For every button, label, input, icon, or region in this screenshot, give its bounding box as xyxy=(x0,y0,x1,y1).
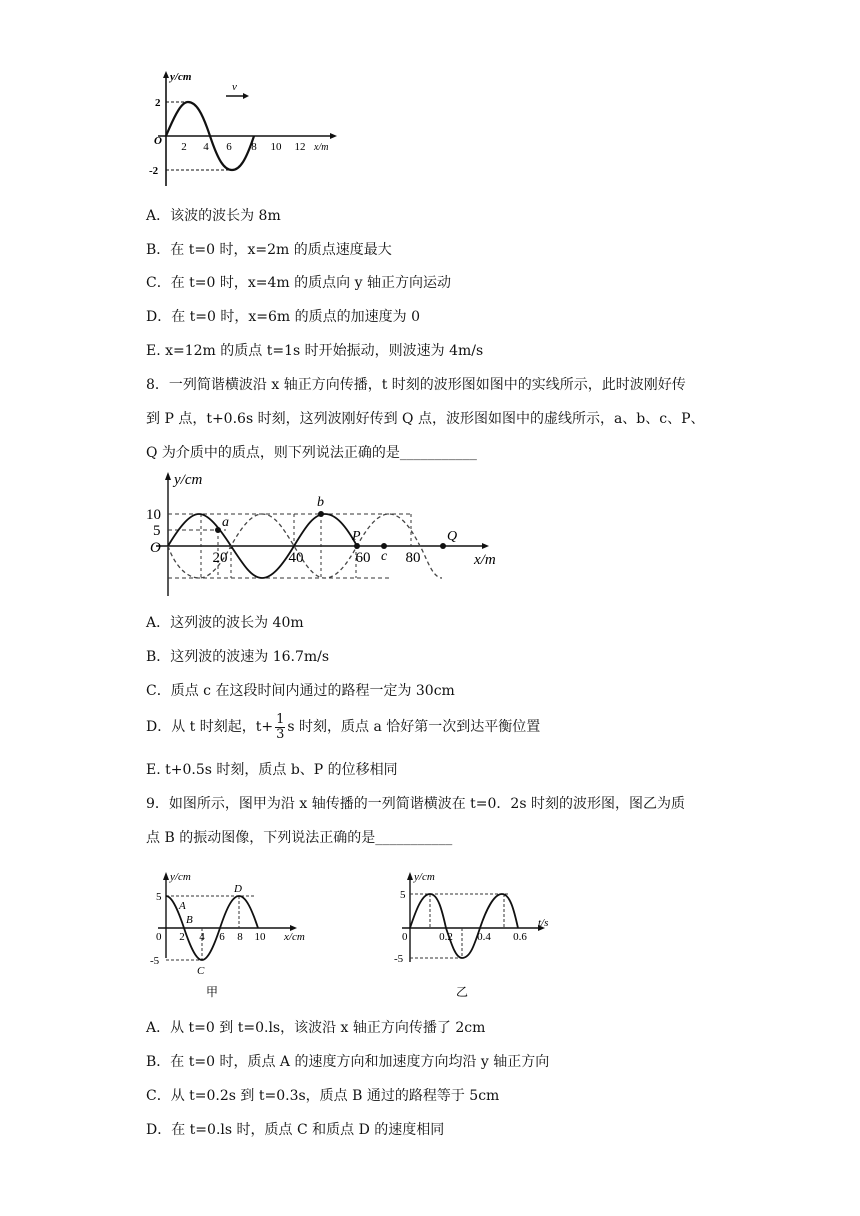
point-p-label: P xyxy=(352,529,361,544)
y-axis-label: y/cm xyxy=(174,472,203,488)
x-tick: 6 xyxy=(219,931,225,943)
q9-option-d: D．在 t=0.ls 时，质点 C 和质点 D 的速度相同 xyxy=(146,1122,445,1138)
point-c-label: C xyxy=(197,965,205,977)
q8-stem-line: 8．一列简谐横波沿 x 轴正方向传播，t 时刻的波形图如图中的实线所示，此时波刚好传 xyxy=(146,377,686,393)
y-tick-min: -2 xyxy=(149,165,159,177)
x-tick: 80 xyxy=(405,550,421,566)
point-a-label: a xyxy=(222,515,229,530)
q8-option-e: E. t+0.5s 时刻，质点 b、P 的位移相同 xyxy=(146,762,398,778)
q8-stem-line: Q 为介质中的质点，则下列说法正确的是___________ xyxy=(146,445,477,461)
x-axis-label: x/cm xyxy=(284,931,305,943)
y-axis-label: y/cm xyxy=(170,871,191,883)
q9-option-b: B．在 t=0 时，质点 A 的速度方向和加速度方向均沿 y 轴正方向 xyxy=(146,1054,550,1070)
figure-caption-yi: 乙 xyxy=(456,985,469,999)
point-b xyxy=(318,511,324,517)
q8-option-a: A．这列波的波长为 40m xyxy=(146,615,304,631)
wave-graph-q8 xyxy=(146,468,506,600)
x-tick: 0.4 xyxy=(477,931,491,943)
x-tick: 4 xyxy=(199,931,205,943)
x-axis-label: x/m xyxy=(314,142,329,153)
q7-option-d: D．在 t=0 时，x=6m 的质点的加速度为 0 xyxy=(146,309,421,325)
point-b-label: B xyxy=(186,914,193,926)
x-tick: 4 xyxy=(203,141,209,153)
x-tick: 6 xyxy=(226,141,232,153)
x-tick: 10 xyxy=(270,141,282,153)
x-tick: 0.6 xyxy=(513,931,527,943)
x-tick: 0.2 xyxy=(439,931,453,943)
vibration-curve xyxy=(410,894,518,958)
point-b-label: b xyxy=(317,495,324,510)
point-d-label: D xyxy=(234,883,242,895)
q8-option-d-suffix: s 时刻，质点 a 恰好第一次到达平衡位置 xyxy=(287,719,541,735)
q8-option-d-prefix: D．从 t 时刻起，t+ xyxy=(146,719,274,735)
fraction xyxy=(275,713,285,742)
x-tick: 8 xyxy=(237,931,243,943)
origin-label: O xyxy=(154,135,162,147)
y-axis-label: y/cm xyxy=(414,871,435,883)
q8-option-d xyxy=(146,710,540,744)
y-tick: 10 xyxy=(146,507,161,523)
x-tick: 12 xyxy=(294,141,306,153)
wave-graph-jia xyxy=(146,866,326,1002)
wave-graph-q7 xyxy=(146,66,346,196)
point-a xyxy=(215,527,221,533)
point-q-label: Q xyxy=(447,529,458,544)
fraction-numerator: 1 xyxy=(276,711,285,727)
q7-option-c: C．在 t=0 时，x=4m 的质点向 y 轴正方向运动 xyxy=(146,275,451,291)
velocity-label: v xyxy=(232,81,237,93)
vibration-graph-yi xyxy=(390,866,570,1002)
q7-option-a: A．该波的波长为 8m xyxy=(146,208,281,224)
q8-stem-line: 到 P 点，t+0.6s 时刻，这列波刚好传到 Q 点，波形图如图中的虚线所示，a、b、c、P、 xyxy=(146,411,705,427)
y-tick: 5 xyxy=(400,889,406,901)
x-axis-label: x/m xyxy=(474,552,496,568)
x-tick: 40 xyxy=(288,550,304,566)
x-tick: 2 xyxy=(179,931,185,943)
origin-label: 0 xyxy=(402,931,408,943)
y-tick: -5 xyxy=(394,953,404,965)
origin-label: O xyxy=(150,540,161,556)
point-q xyxy=(440,543,446,549)
origin-label: 0 xyxy=(156,931,162,943)
x-tick: 2 xyxy=(181,141,187,153)
x-axis-label: t/s xyxy=(538,917,549,929)
y-tick-max: 2 xyxy=(155,97,161,109)
q7-option-b: B．在 t=0 时，x=2m 的质点速度最大 xyxy=(146,242,392,258)
q9-stem-line: 9．如图所示，图甲为沿 x 轴传播的一列简谐横波在 t=0．2s 时刻的波形图，图乙为质 xyxy=(146,796,685,812)
fraction-denominator: 3 xyxy=(276,726,285,742)
q9-option-c: C．从 t=0.2s 到 t=0.3s，质点 B 通过的路程等于 5cm xyxy=(146,1088,500,1104)
q7-option-e: E. x=12m 的质点 t=1s 时开始振动，则波速为 4m/s xyxy=(146,343,484,359)
y-tick: -5 xyxy=(150,955,160,967)
y-axis-label: y/cm xyxy=(170,71,192,83)
q9-stem-line: 点 B 的振动图像，下列说法正确的是___________ xyxy=(146,830,453,846)
x-tick: 8 xyxy=(251,141,257,153)
point-c-label: c xyxy=(381,549,388,564)
x-tick: 10 xyxy=(254,931,266,943)
point-a-label: A xyxy=(179,900,186,912)
x-tick: 60 xyxy=(355,550,371,566)
x-tick: 20 xyxy=(212,550,228,566)
q8-option-c: C．质点 c 在这段时间内通过的路程一定为 30cm xyxy=(146,683,455,699)
figure-caption-jia: 甲 xyxy=(206,985,219,999)
q9-option-a: A．从 t=0 到 t=0.ls，该波沿 x 轴正方向传播了 2cm xyxy=(146,1020,486,1036)
y-tick: 5 xyxy=(153,523,161,539)
q8-option-b: B．这列波的波速为 16.7m/s xyxy=(146,649,330,665)
y-tick: 5 xyxy=(156,891,162,903)
